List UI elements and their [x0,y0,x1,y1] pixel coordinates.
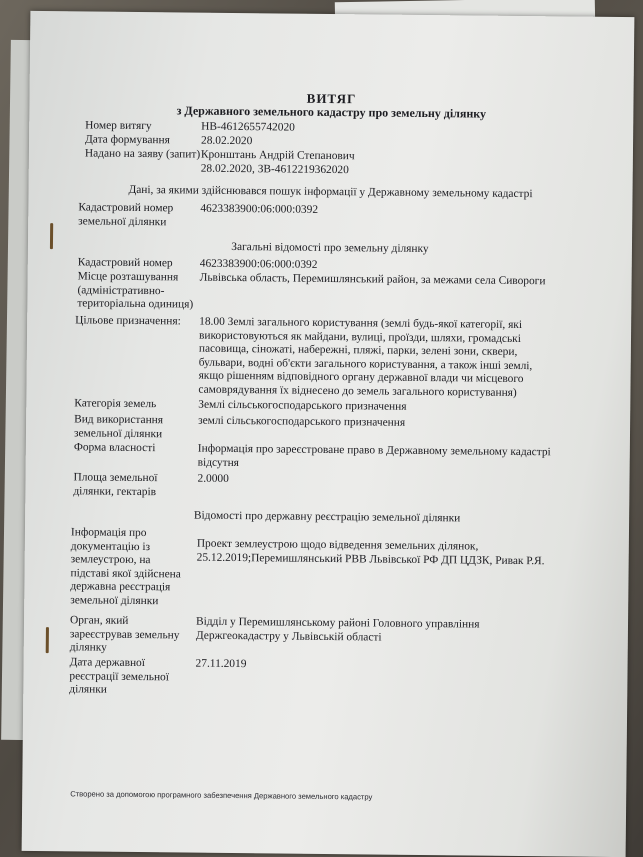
documentation-value: Проект землеустрою щодо відведення земельних ділянок, 25.12.2019;Перемишлянський РВВ Львівської РФ ДП ЦДЗК, Ривак Р.Я. [196,537,545,567]
search-cadastral-number-label: Кадастровий номер земельної ділянки [78,201,174,228]
ownership-form-value: Інформація про зареєстроване право в Державному земельному кадастрі відсутня [197,442,551,469]
registration-date-label: Дата державної реєстрації земельної ділянки [69,656,170,696]
land-category-value: Землі сільськогосподарського призначення [198,398,407,413]
extract-number-value: НВ-4612655742020 [201,120,295,134]
land-area-value: 2.0000 [197,472,229,485]
location-value: Львівська область, Перемишлянський район, за межами села Сивороги [199,271,546,288]
document-subtitle: з Державного земельного кадастру про земельну ділянку [176,103,487,121]
purpose-label: Цільове призначення: [75,314,181,328]
cadastral-number-label: Кадастровий номер [77,256,173,270]
staple-mark-bottom [46,627,49,653]
documentation-label: Інформація про документацію із землеустрою, на підставі якої здійснена державна реєстрація земельної ділянки [70,526,181,608]
land-use-type-label: Вид використання земельної ділянки [73,413,164,440]
cadastral-number-value: 4623383900:06:000:0392 [199,257,318,271]
formation-date-value: 28.02.2020 [201,134,253,148]
formation-date-label: Дата формування [85,133,170,147]
purpose-value: 18.00 Землі загального користування (землі будь-якої категорії, які використовуються як майдани, вулиці, проїзди, шляхи, громадські пасовища, сіножаті, набережні, пляжі, парки, зелені зони, сквери, бульвари, водні об'єкти загального користування, а також інші землі, якщо рішенням відповідного органу державної влади чи місцевого самоврядування їх віднесено до земель загального користування) [198,315,533,399]
search-section-heading: Дані, за якими здійснювався пошук інформації у Державному земельному кадастрі [128,183,533,201]
document-content [22,11,635,857]
request-label: Надано на заяву (запит) [84,147,201,161]
document-title: ВИТЯГ [306,90,357,107]
ownership-form-label: Форма власності [73,441,156,455]
registering-body-label: Орган, який зареєстрував земельну ділянку [69,614,180,654]
general-section-heading: Загальні відомості про земельну ділянку [231,240,429,256]
registering-body-value: Відділ у Перемишлянському районі Головного управління Держгеокадастру у Львівській області [195,615,480,644]
document-footer: Створено за допомогою програмного забезпечення Державного земельного кадастру [70,789,373,802]
land-category-label: Категорія земель [74,397,157,411]
request-value: Кронштань Андрій Степанович 28.02.2020, ЗВ-4612219362020 [200,148,355,176]
land-use-type-value: землі сільськогосподарського призначення [198,414,406,429]
document-paper [22,11,635,857]
land-area-label: Площа земельної ділянки, гектарів [73,471,158,498]
extract-number-label: Номер витягу [85,119,152,133]
registration-section-heading: Відомості про державну реєстрацію земельної ділянки [193,509,461,525]
search-cadastral-number-value: 4623383900:06:000:0392 [200,202,319,216]
registration-date-value: 27.11.2019 [195,657,247,671]
location-label: Місце розташування (адміністративно- територіальна одиниця) [77,270,194,311]
